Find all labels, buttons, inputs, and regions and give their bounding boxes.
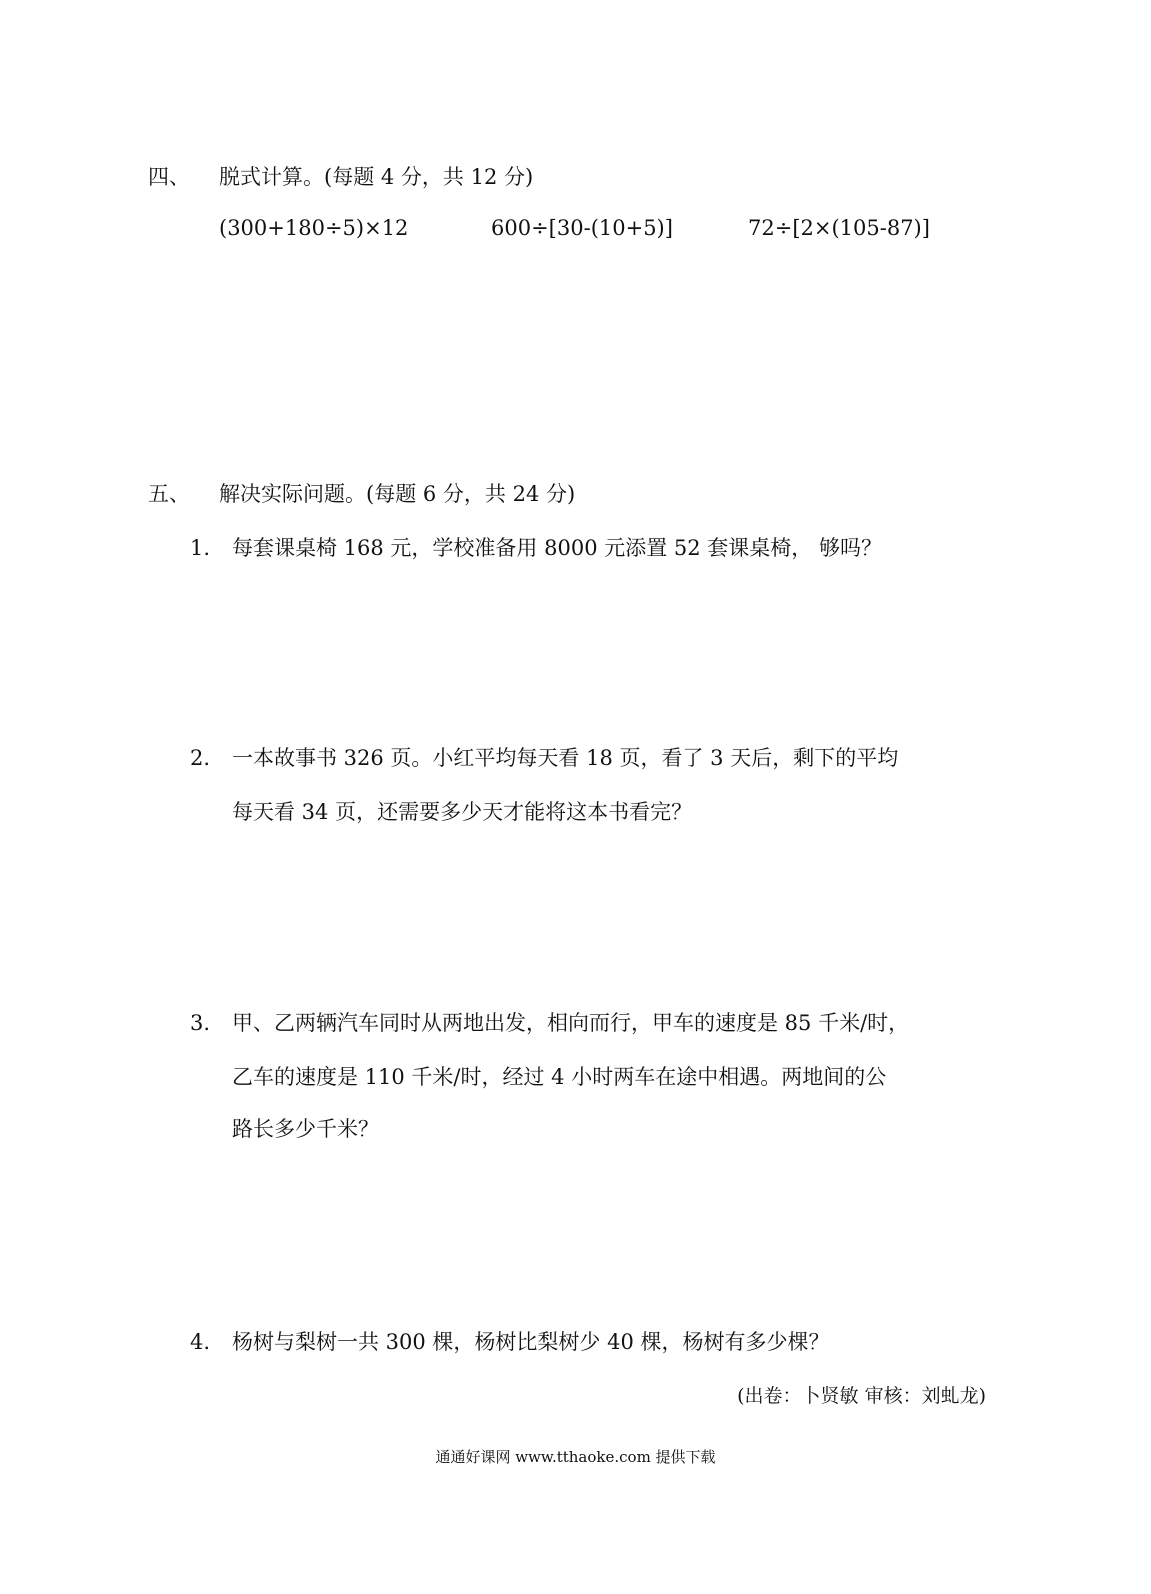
section4-number: 四、 xyxy=(148,165,190,189)
question-4-number: 4. xyxy=(190,1330,211,1354)
section4-title: 脱式计算。(每题 4 分，共 12 分) xyxy=(219,165,534,189)
question-2-number: 2. xyxy=(190,746,211,770)
question-3-number: 3. xyxy=(190,1011,211,1035)
expression-1: (300+180÷5)×12 xyxy=(219,216,409,240)
question-3-line-3: 路长多少千米？ xyxy=(232,1117,379,1141)
question-2-line-2: 每天看 34 页，还需要多少天才能将这本书看完？ xyxy=(232,800,693,824)
question-3-line-2: 乙车的速度是 110 千米/时，经过 4 小时两车在途中相遇。两地间的公 xyxy=(232,1065,887,1089)
section5-number: 五、 xyxy=(148,482,190,506)
question-1-line-1: 每套课桌椅 168 元，学校准备用 8000 元添置 52 套课桌椅， 够吗？ xyxy=(232,536,882,560)
question-4-line-1: 杨树与梨树一共 300 棵，杨树比梨树少 40 棵，杨树有多少棵？ xyxy=(232,1330,830,1354)
page-footer: 通通好课网 www.tthaoke.com 提供下载 xyxy=(435,1448,716,1466)
section5-title: 解决实际问题。(每题 6 分，共 24 分) xyxy=(219,482,576,506)
question-3-line-1: 甲、乙两辆汽车同时从两地出发，相向而行，甲车的速度是 85 千米/时， xyxy=(232,1011,910,1035)
question-2-line-1: 一本故事书 326 页。小红平均每天看 18 页，看了 3 天后，剩下的平均 xyxy=(232,746,899,770)
exam-credit: (出卷：卜贤敏 审核：刘虬龙) xyxy=(737,1385,986,1407)
question-1-number: 1. xyxy=(190,536,211,560)
expression-2: 600÷[30-(10+5)] xyxy=(491,216,673,240)
expression-3: 72÷[2×(105-87)] xyxy=(748,216,930,240)
